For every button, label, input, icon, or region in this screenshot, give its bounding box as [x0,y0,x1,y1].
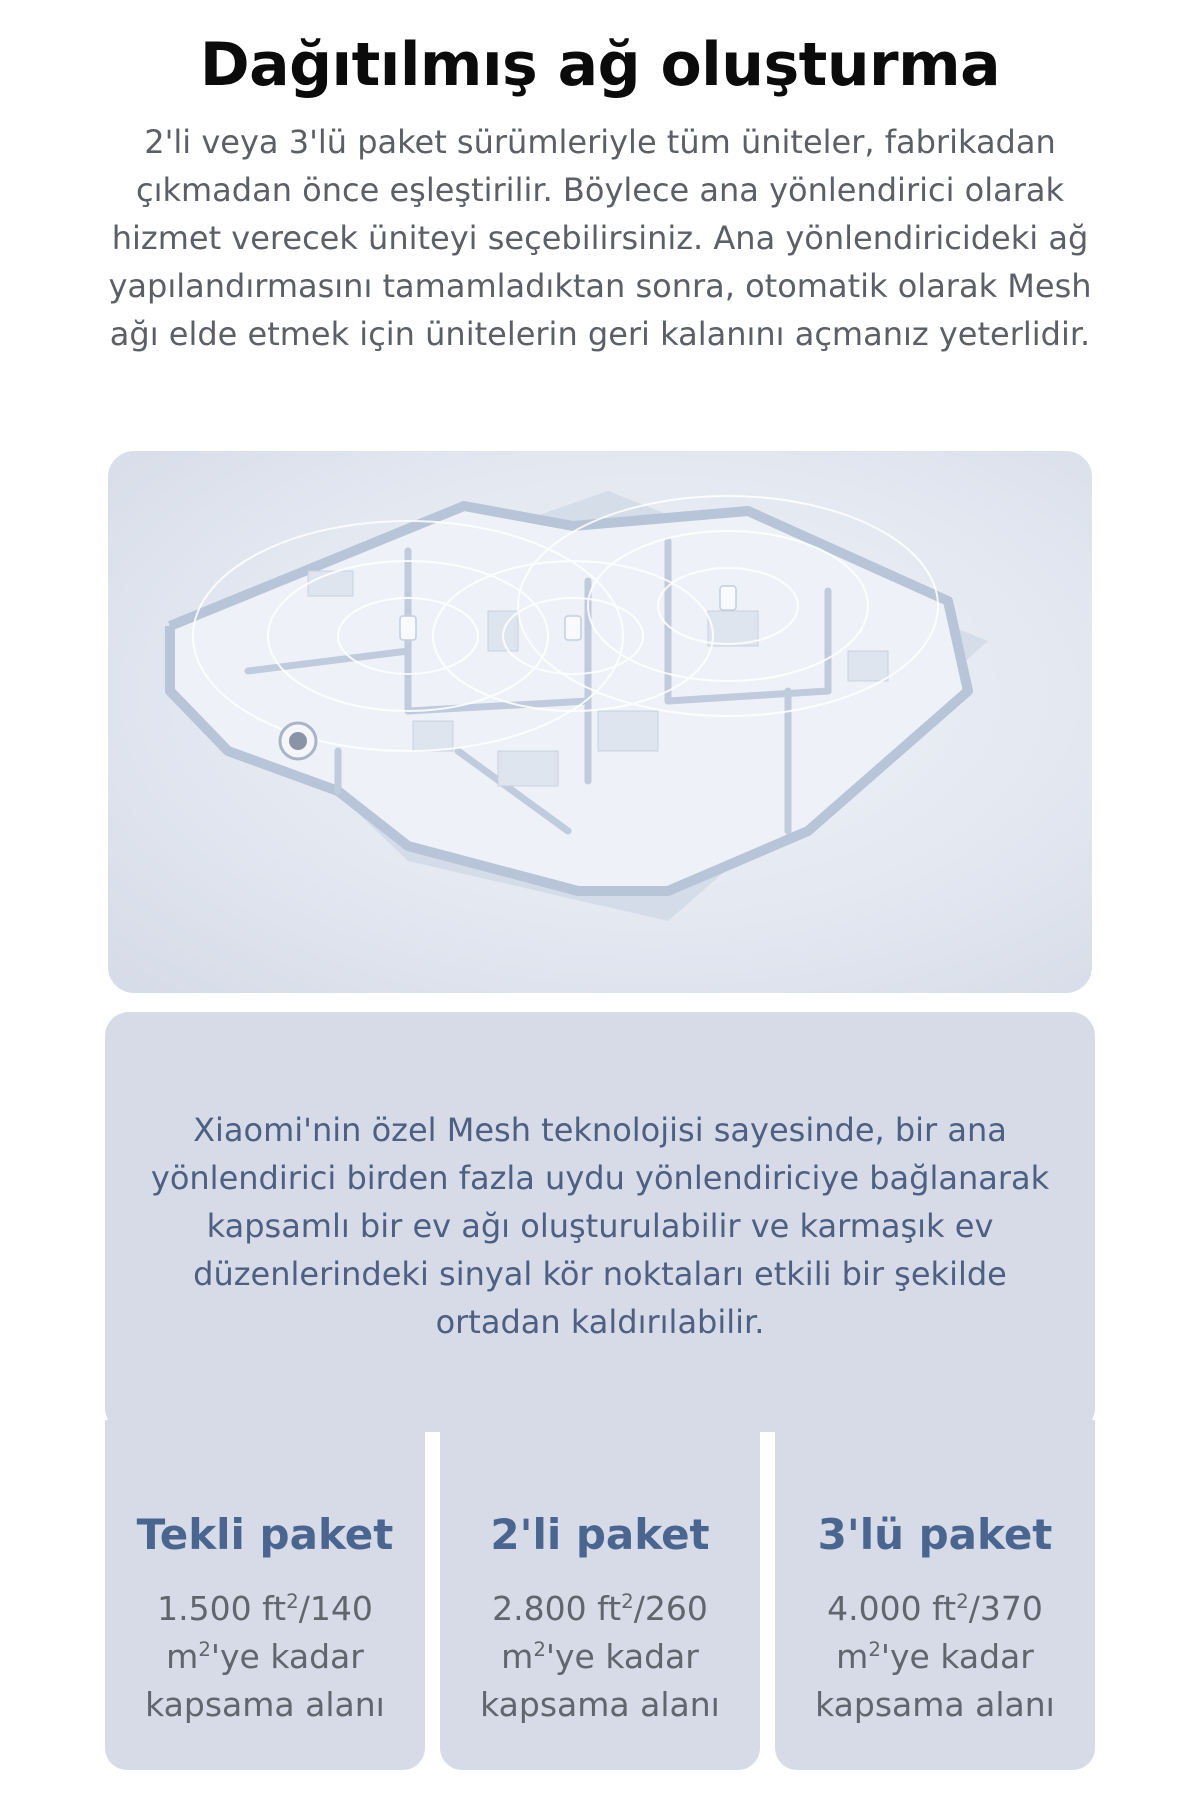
package-title: Tekli paket [136,1510,394,1559]
package-coverage: 1.500 $ft^2/140$ $m^2'ye$ kadar kapsama alanı [145,1589,385,1724]
floorplan-illustration [108,451,1092,993]
package-card-double [440,1420,760,1770]
intro-paragraph: 2'li veya 3'lü paket sürümleriyle tüm üniteler, fabrikadan çıkmadan önce eşleştirilir. Böylece ana yönlendirici olarak hizmet verecek üniteyi seçebilirsiniz. Ana yönlendiricideki ağ yapılandırmasını tamamladıktan sonra, otomatik olarak Mesh ağı elde etmek için ünitelerin geri kalanını açmanız yeterlidir. [108,123,1092,353]
package-coverage: 4.000 $ft^2/370$ $m^2'ye$ kadar kapsama alanı [815,1589,1055,1724]
page-title: Dağıtılmış ağ oluşturma [199,30,1001,100]
package-title: 3'lü paket [817,1510,1053,1559]
package-coverage: 2.800 $ft^2/260$ $m^2'ye$ kadar kapsama alanı [480,1589,720,1724]
package-card-single [105,1420,425,1770]
package-card-triple [775,1420,1095,1770]
mesh-description: Xiaomi'nin özel Mesh teknolojisi sayesinde, bir ana yönlendirici birden fazla uydu yönlendiriciye bağlanarak kapsamlı bir ev ağı oluşturulabilir ve karmaşık ev düzenlerindeki sinyal kör noktaları etkili bir şekilde ortadan kaldırılabilir. [150,1111,1050,1341]
package-title: 2'li paket [490,1510,710,1559]
